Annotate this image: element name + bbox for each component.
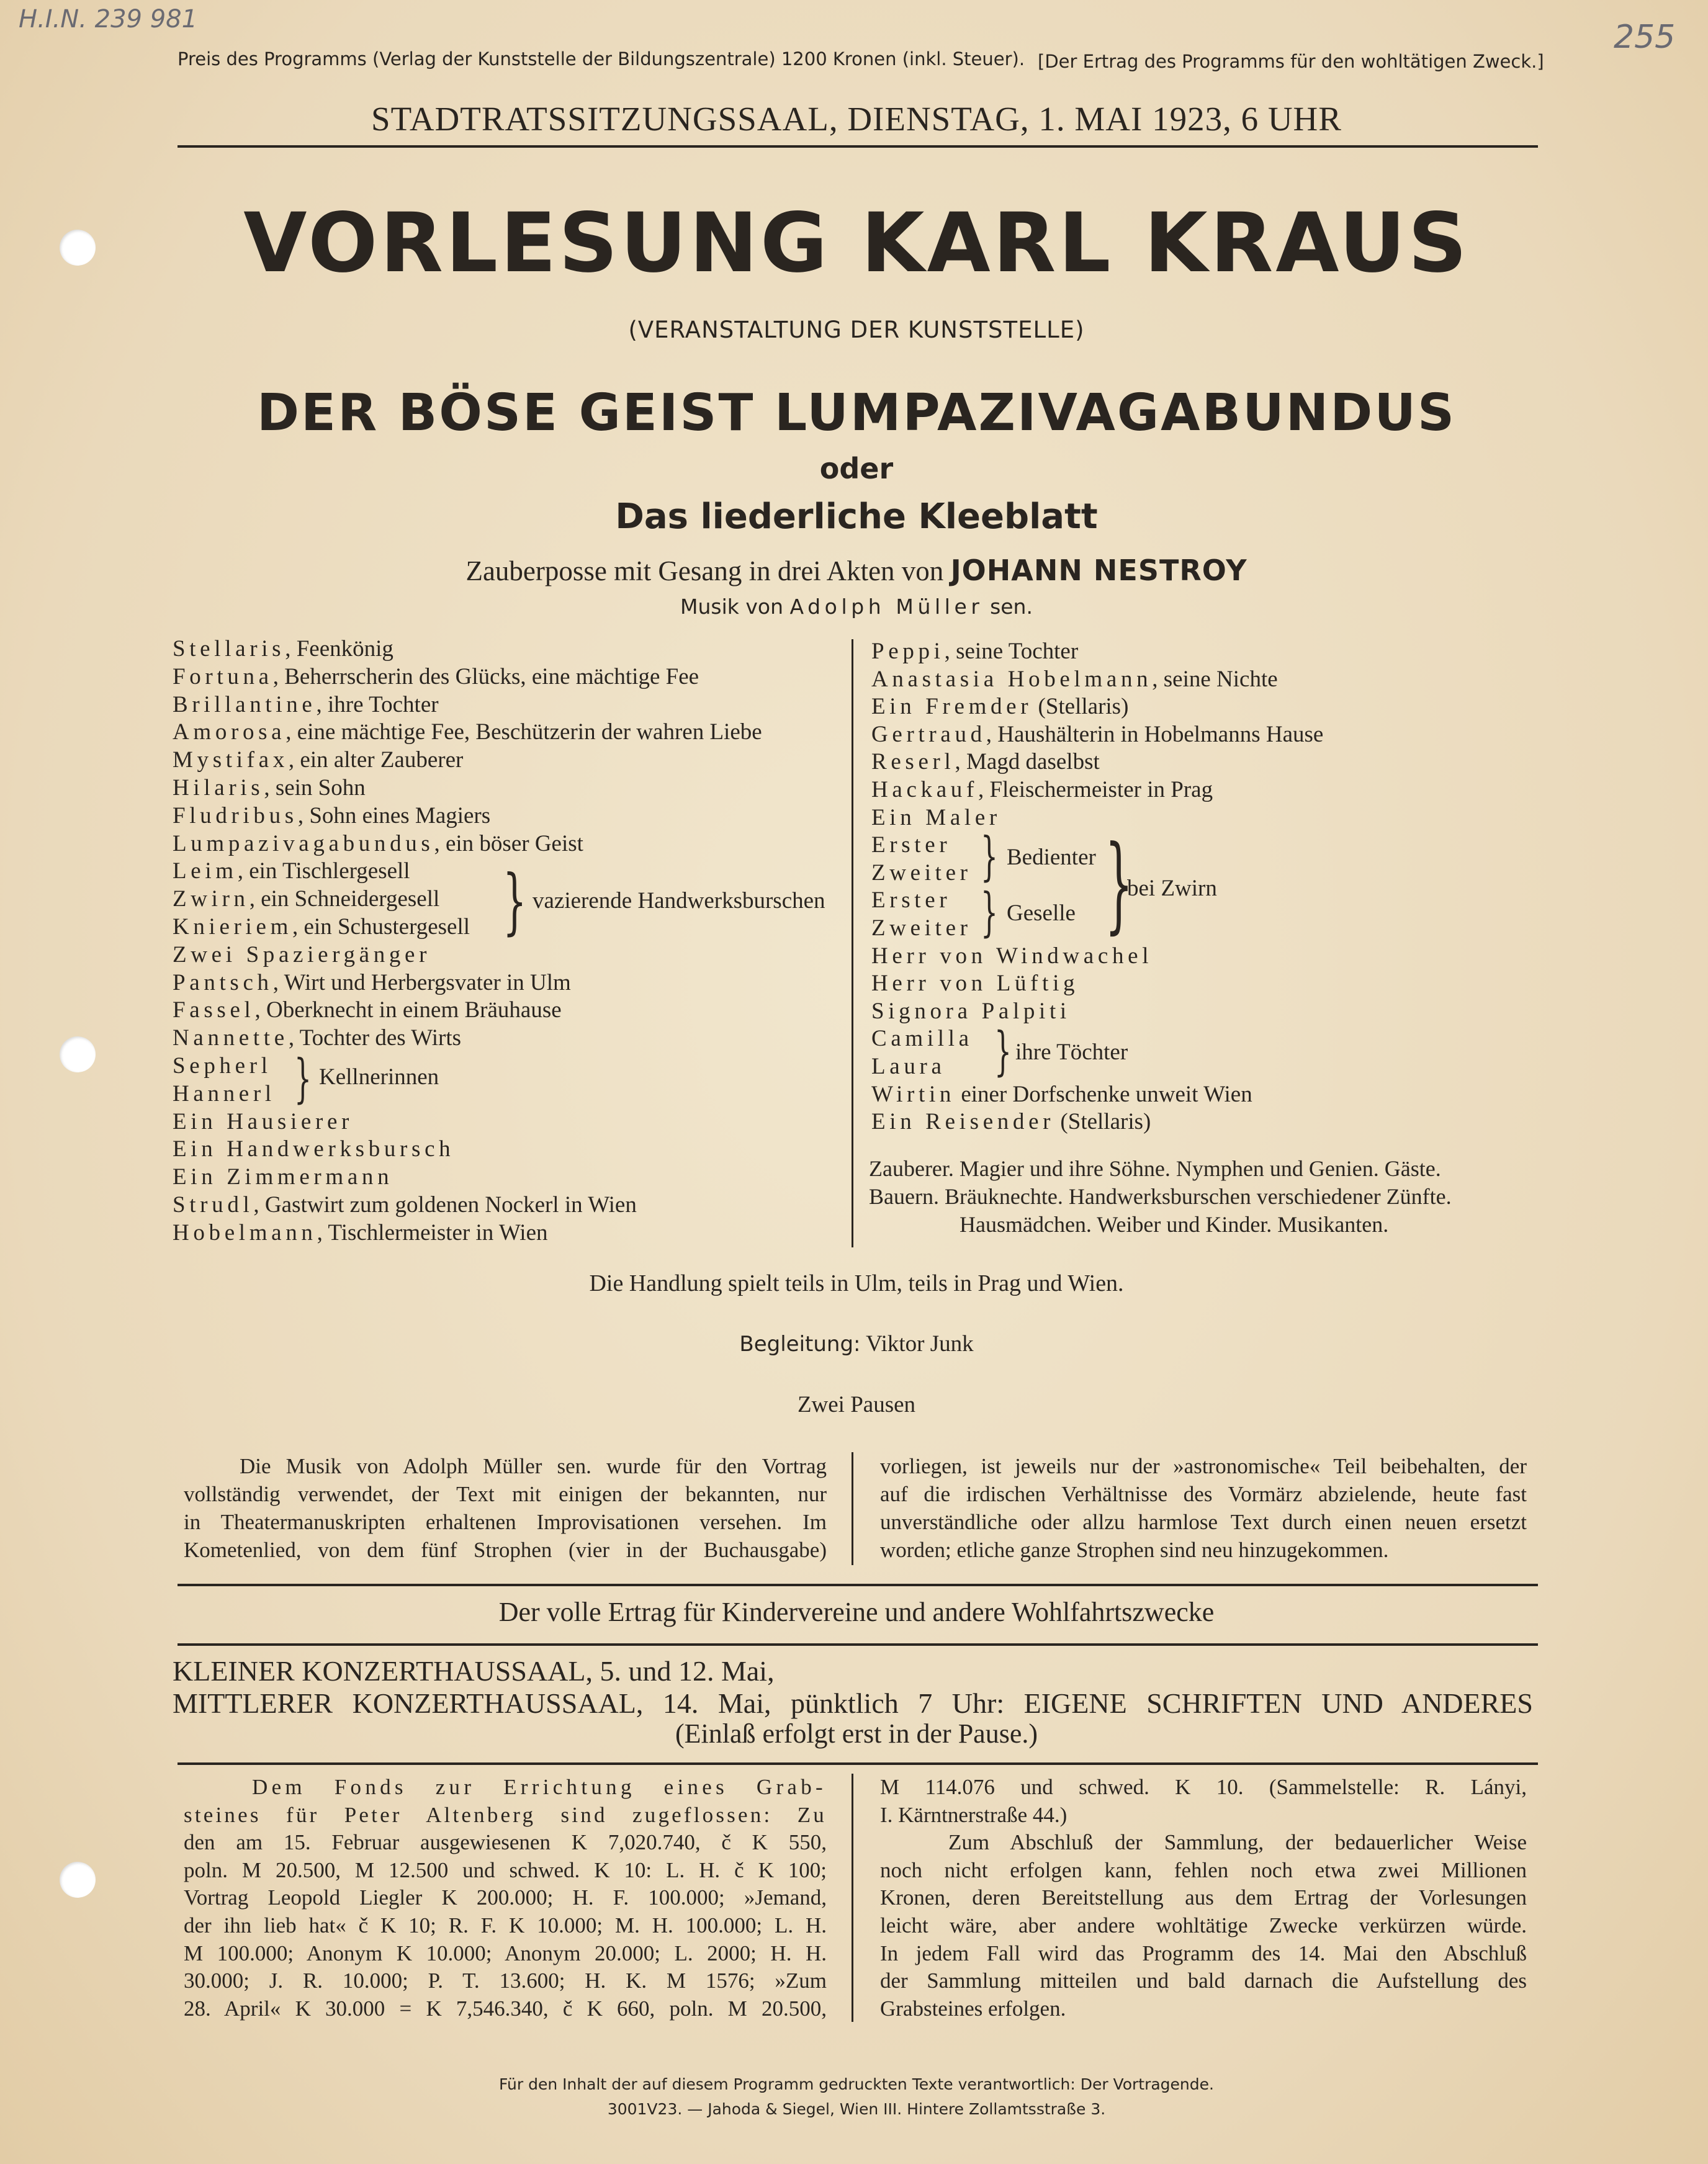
cast-right-character-name: Zweiter	[871, 915, 972, 941]
fund-left-line: M 100.000; Anonym K 10.000; Anonym 20.000; L. 2000; H. H.	[184, 1941, 827, 1965]
cast-left-entry	[173, 997, 562, 1023]
genre-text: Zauberposse mit Gesang in drei Akten von	[465, 555, 944, 586]
cast-left-character-role: , Feenkönig	[285, 636, 393, 662]
play-genre	[174, 554, 1539, 587]
cast-left-character-name: Ein Zimmermann	[173, 1164, 393, 1190]
note-right-line: auf die irdischen Verhältnisse des Vormärz abzielende, heute fast	[880, 1482, 1527, 1506]
fund-left-line: 28. April« K 30.000 = K 7,546.340, č K 660, poln. M 20.500,	[184, 1996, 827, 2021]
setting-note: Die Handlung spielt teils in Ulm, teils in Prag und Wien.	[589, 1270, 1124, 1296]
play-subtitle: Das liederliche Kleeblatt	[615, 496, 1098, 537]
cast-right-character-name: Wirtin	[871, 1081, 956, 1107]
cast-right-entry	[871, 1053, 946, 1080]
cast-right-character-name: Herr von Windwachel	[871, 943, 1153, 969]
extras-line-1: Zauberer. Magier und ihre Söhne. Nymphen und Genien. Gäste.	[869, 1156, 1441, 1181]
notes-divider	[852, 1452, 853, 1565]
venue-date: STADTRATSSITZUNGSSAAL, DIENSTAG, 1. MAI 1923, 6 UHR	[371, 100, 1342, 138]
cast-left-entry	[173, 1219, 548, 1246]
cast-left-entry	[173, 941, 431, 968]
page-number-mark: 255	[1614, 19, 1676, 56]
fund-right-line: Grabsteines erfolgen.	[880, 1996, 1066, 2021]
note-right-line: worden; etliche ganze Strophen sind neu hinzugekommen.	[880, 1538, 1389, 1562]
cast-left-character-name: Fortuna	[173, 663, 273, 689]
cast-right-character-name: Signora Palpiti	[871, 998, 1071, 1024]
rule-proceeds-bottom	[178, 1643, 1538, 1646]
extras-line-2: Bauern. Bräuknechte. Handwerksburschen verschiedener Zünfte.	[869, 1184, 1452, 1209]
cast-right-character-name: Gertraud	[871, 721, 986, 747]
cast-left-character-name: Hilaris	[173, 775, 264, 801]
play-connector: oder	[819, 452, 894, 485]
fund-left-line: Vortrag Leopold Liegler K 200.000; H. F. 100.000; »Jemand,	[184, 1885, 827, 1910]
brace-journeymen: }	[503, 859, 527, 943]
cast-right-entry	[871, 1081, 1252, 1108]
cast-right-character-role: , seine Tochter	[944, 639, 1079, 664]
cast-right-character-role: , seine Nichte	[1152, 666, 1278, 692]
cast-right-entry	[871, 693, 1128, 720]
cast-right-entry	[871, 915, 972, 941]
brace-servants: }	[981, 825, 998, 887]
cast-left-character-role: , ein böser Geist	[434, 830, 583, 856]
cast-left-entry	[173, 914, 470, 940]
cast-left-character-role: , Oberknecht in einem Bräuhause	[254, 997, 562, 1023]
cast-right-character-name: Reserl	[871, 749, 955, 775]
cast-left-character-role: , Wirt und Herbergsvater in Ulm	[272, 969, 571, 995]
cast-left-character-name: Zwirn	[173, 886, 249, 912]
cast-right-character-role: , Haushälterin in Hobelmanns Hause	[986, 721, 1324, 747]
fund-left-line: der ihn lieb hat« č K 10; R. F. K 10.000; M. H. 100.000; L. H.	[184, 1913, 827, 1937]
note-left-line: Die Musik von Adolph Müller sen. wurde für den Vortrag	[240, 1454, 827, 1478]
cast-left-character-name: Stellaris	[173, 636, 285, 662]
cast-right-entry	[871, 1108, 1151, 1135]
cast-left-character-name: Knieriem	[173, 914, 293, 940]
punch-hole-middle	[60, 1036, 96, 1072]
cast-left-entry	[173, 774, 366, 801]
cast-left-entry	[173, 719, 762, 745]
accompaniment	[174, 1331, 1539, 1357]
cast-left-character-name: Zwei Spaziergänger	[173, 941, 431, 968]
note-left-line: vollständig verwendet, der Text mit einigen der bekannten, nur	[184, 1482, 827, 1506]
cast-left-character-role: , Gastwirt zum goldenen Nockerl in Wien	[253, 1192, 637, 1218]
cast-left-entry	[173, 969, 571, 996]
punch-hole-bottom	[60, 1862, 96, 1898]
brace-waitresses: }	[294, 1048, 312, 1109]
cast-left-character-name: Nannette	[173, 1025, 289, 1051]
group-daughters: ihre Töchter	[1015, 1039, 1128, 1065]
extras-line-3: Hausmädchen. Weiber und Kinder. Musikanten.	[960, 1212, 1389, 1237]
cast-left-entry	[173, 635, 393, 662]
cast-column-divider	[852, 639, 853, 1247]
cast-right-character-name: Anastasia Hobelmann	[871, 666, 1153, 692]
cast-right-character-name: Zweiter	[871, 860, 972, 886]
cast-left-character-role: , Beherrscherin des Glücks, eine mächtige Fee	[272, 663, 699, 689]
cast-left-character-name: Amorosa	[173, 719, 286, 745]
rule-proceeds-top	[178, 1584, 1538, 1586]
cast-left-character-name: Fassel	[173, 997, 255, 1023]
cast-right-character-name: Erster	[871, 887, 951, 914]
cast-left-character-role: , eine mächtige Fee, Beschützerin der wahren Liebe	[285, 719, 762, 745]
cast-left-character-name: Hobelmann	[173, 1219, 317, 1246]
fund-right-line: M 114.076 und schwed. K 10. (Sammelstelle: R. Lányi,	[880, 1775, 1527, 1799]
music-note-right	[880, 1452, 1527, 1564]
accompaniment-name: Viktor Junk	[866, 1331, 974, 1357]
cast-left-entry	[173, 747, 463, 773]
cast-left-entry	[173, 1164, 393, 1190]
composer-suffix: sen.	[990, 595, 1033, 619]
fund-right-line: In jedem Fall wird das Programm des 14. Mai den Abschluß	[880, 1941, 1527, 1965]
inventory-mark: H.I.N. 239 981	[19, 5, 198, 34]
cast-left-character-name: Ein Handwerksbursch	[173, 1136, 455, 1162]
upcoming-line-2: MITTLERER KONZERTHAUSSAAL, 14. Mai, pünktlich 7 Uhr: EIGENE SCHRIFTEN UND ANDERES	[173, 1687, 1533, 1719]
music-prefix: Musik von	[680, 595, 784, 619]
cast-left-character-name: Leim	[173, 858, 238, 884]
cast-left-character-name: Sepherl	[173, 1053, 272, 1079]
cast-left-character-name: Hannerl	[173, 1080, 276, 1107]
cast-left-entry	[173, 1080, 276, 1107]
group-apprentices: Geselle	[1007, 900, 1076, 926]
cast-left-entry	[173, 663, 699, 690]
cast-right-entry	[871, 1025, 973, 1052]
punch-hole-top	[60, 230, 96, 266]
rule-fund-top	[178, 1762, 1538, 1765]
cast-left-entry	[173, 886, 439, 912]
cast-left-entry	[173, 802, 490, 829]
note-right-line: unverständliche oder allzu harmlose Text durch einen neuen ersetzt	[880, 1510, 1527, 1534]
fund-right-line: I. Kärntnerstraße 44.)	[880, 1802, 1068, 1827]
cast-left-entry	[173, 858, 410, 884]
proceeds-notice: Der volle Ertrag für Kindervereine und andere Wohlfahrtszwecke	[498, 1597, 1215, 1627]
cast-left-character-role: , ein Schneidergesell	[249, 886, 440, 912]
fund-right-line: Kronen, deren Bereitstellung aus dem Ertrag der Vorlesungen	[880, 1885, 1527, 1910]
cast-right-character-role: , Fleischermeister in Prag	[978, 777, 1213, 802]
cast-right-character-name: Hackauf	[871, 777, 978, 802]
upcoming-line-3: (Einlaß erfolgt erst in der Pause.)	[675, 1718, 1038, 1749]
cast-right-character-name: Camilla	[871, 1026, 973, 1052]
cast-left-entry	[173, 830, 583, 857]
cast-right-entry	[871, 860, 972, 886]
cast-right-entry	[871, 887, 951, 914]
fund-right-line: leicht wäre, aber andere wohltätige Zwecke verkürzen würde.	[880, 1913, 1527, 1937]
group-with-zwirn: bei Zwirn	[1127, 876, 1217, 901]
fund-left-line: 30.000; J. R. 10.000; P. T. 13.600; H. K. M 1576; »Zum	[184, 1969, 827, 1993]
organizer-note: (VERANSTALTUNG DER KUNSTSTELLE)	[628, 317, 1085, 343]
group-waitresses: Kellnerinnen	[319, 1064, 439, 1090]
cast-left-character-role: , ein Tischlergesell	[237, 858, 410, 884]
footer-responsibility: Für den Inhalt der auf diesem Programm gedruckten Texte verantwortlich: Der Vortragende.	[499, 2075, 1214, 2093]
cast-left-entry	[173, 691, 439, 718]
cast-right-character-name: Peppi	[871, 639, 945, 664]
cast-left-character-name: Lumpazivagabundus	[173, 830, 434, 856]
cast-left-entry	[173, 1025, 461, 1051]
music-credit	[174, 595, 1539, 619]
cast-left-character-name: Brillantine	[173, 691, 317, 717]
fund-left-line: steines für Peter Altenberg sind zugeflossen: Zu	[184, 1802, 827, 1827]
fund-left	[184, 1774, 827, 2023]
cast-right-character-role: (Stellaris)	[1054, 1109, 1151, 1135]
cast-right-entry	[871, 748, 1100, 775]
cast-right-character-role: , Magd daselbst	[955, 749, 1100, 775]
note-left-line: Kometenlied, von dem fünf Strophen (vier in der Buchausgabe)	[184, 1538, 827, 1562]
cast-right-entry	[871, 776, 1213, 803]
upcoming-line-1: KLEINER KONZERTHAUSSAAL, 5. und 12. Mai,	[173, 1655, 775, 1687]
cast-left-character-role: , Tischlermeister in Wien	[317, 1219, 548, 1246]
cast-left-entry	[173, 1108, 353, 1135]
composer-name: Adolph Müller	[789, 595, 984, 619]
footer-printer: 3001V23. — Jahoda & Siegel, Wien III. Hintere Zollamtsstraße 3.	[607, 2100, 1106, 2118]
cast-right-character-name: Laura	[871, 1054, 946, 1079]
fund-right-line: der Sammlung mitteilen und bald darnach die Aufstellung des	[880, 1969, 1527, 1993]
fund-right	[880, 1774, 1527, 2023]
cast-right-entry	[871, 943, 1153, 969]
intermissions: Zwei Pausen	[797, 1392, 916, 1417]
price-note: Preis des Programms (Verlag der Kunststelle der Bildungszentrale) 1200 Kronen (inkl. Steuer).	[178, 48, 1025, 70]
fund-right-line: Zum Abschluß der Sammlung, der bedauerlicher Weise	[948, 1830, 1527, 1855]
cast-left-character-name: Mystifax	[173, 747, 289, 773]
main-title: VORLESUNG KARL KRAUS	[243, 195, 1470, 291]
cast-left-entry	[173, 1136, 454, 1162]
fund-divider	[852, 1774, 853, 2022]
cast-right-character-role: (Stellaris)	[1032, 694, 1129, 720]
cast-left-character-name: Pantsch	[173, 969, 273, 995]
cast-left-character-role: , ein Schustergesell	[292, 914, 470, 940]
play-title: DER BÖSE GEIST LUMPAZIVAGABUNDUS	[256, 384, 1457, 442]
group-servants: Bedienter	[1007, 845, 1096, 870]
author-name: JOHANN NESTROY	[950, 554, 1247, 587]
cast-left-character-name: Strudl	[173, 1192, 254, 1218]
cast-right-character-role: einer Dorfschenke unweit Wien	[955, 1081, 1252, 1107]
note-left-line: in Theatermanuskripten erhaltenen Improvisationen versehen. Im	[184, 1510, 827, 1534]
fund-left-line: poln. M 20.500, M 12.500 und schwed. K 10: L. H. č K 100;	[184, 1857, 827, 1882]
cast-left-character-role: , Sohn eines Magiers	[297, 802, 491, 828]
fund-right-line: noch nicht erfolgen kann, fehlen noch etwa zwei Millionen	[880, 1857, 1527, 1882]
cast-left-entry	[173, 1192, 637, 1218]
brace-apprentices: }	[981, 881, 998, 943]
cast-left-character-role: , ein alter Zauberer	[288, 747, 464, 773]
proceeds-note: [Der Ertrag des Programms für den wohltätigen Zweck.]	[1038, 51, 1544, 72]
cast-right-entry	[871, 721, 1323, 748]
cast-right-entry	[871, 832, 951, 858]
cast-left-character-role: , Tochter des Wirts	[288, 1025, 461, 1051]
cast-right-character-name: Ein Fremder	[871, 694, 1033, 720]
cast-right-character-name: Herr von Lüftig	[871, 971, 1079, 997]
cast-right-entry	[871, 998, 1071, 1025]
brace-with-zwirn: }	[1105, 822, 1133, 945]
cast-left-entry	[173, 1053, 272, 1079]
cast-left-character-role: , ihre Tochter	[316, 691, 439, 717]
music-note-left	[184, 1452, 827, 1564]
fund-left-line: Dem Fonds zur Errichtung eines Grab-	[252, 1775, 827, 1799]
cast-right-entry	[871, 638, 1078, 665]
brace-daughters: }	[994, 1020, 1012, 1082]
cast-right-character-name: Ein Maler	[871, 804, 1001, 830]
rule-top	[178, 145, 1538, 148]
cast-left-character-name: Fludribus	[173, 802, 298, 828]
cast-right-character-name: Erster	[871, 832, 951, 858]
cast-right-character-name: Ein Reisender	[871, 1109, 1055, 1135]
cast-left-character-role: , sein Sohn	[264, 775, 366, 801]
accompaniment-label: Begleitung:	[739, 1332, 861, 1357]
cast-left-character-name: Ein Hausierer	[173, 1108, 354, 1134]
fund-left-line: den am 15. Februar ausgewiesenen K 7,020.740, č K 550,	[184, 1830, 827, 1855]
cast-right-entry	[871, 970, 1079, 997]
group-journeymen: vazierende Handwerksburschen	[533, 888, 825, 914]
cast-right-entry	[871, 666, 1278, 693]
note-right-line: vorliegen, ist jeweils nur der »astronomische« Teil beibehalten, der	[880, 1454, 1527, 1478]
